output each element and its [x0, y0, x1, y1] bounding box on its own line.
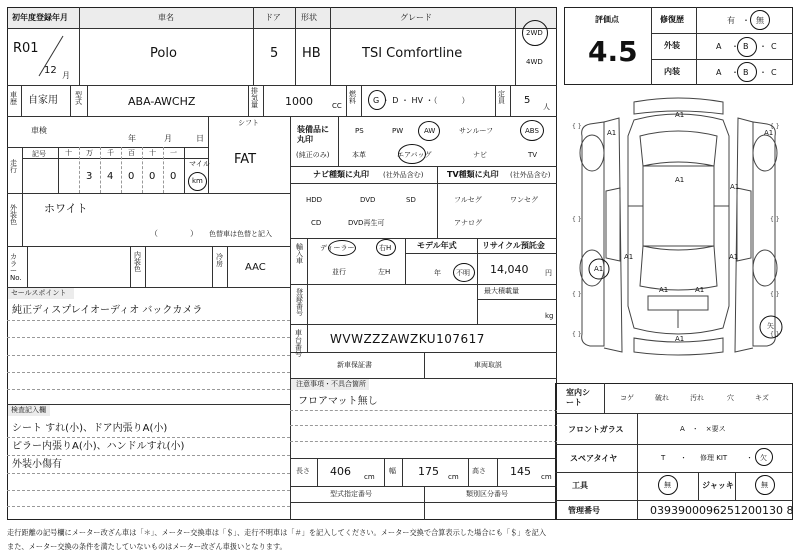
record-label: 記号: [32, 150, 46, 158]
equip-tv: TV: [528, 151, 538, 159]
seat-opt-stain: 汚れ: [690, 394, 704, 402]
equip-airbag: エアバッグ: [397, 151, 432, 159]
color-no-label: カラーNo.: [10, 253, 22, 282]
tv-analog: アナログ: [454, 219, 482, 227]
navi-sd: SD: [406, 196, 416, 204]
spare-sep1: ・: [680, 454, 687, 462]
damage-mark: A1: [624, 253, 634, 261]
chassis-number: WVWZZZAWZKU107617: [330, 332, 485, 346]
tools-value: 無: [664, 481, 671, 489]
drive-4wd: 4WD: [526, 58, 543, 66]
navi-cd: CD: [311, 219, 322, 227]
fuel-label: 燃料: [349, 90, 356, 105]
svg-text:{ }: { }: [770, 331, 780, 338]
equip-aw: AW: [424, 127, 436, 135]
repair-opt-no: 無: [756, 16, 764, 25]
int-opt-c: C: [771, 68, 777, 77]
mileage-digit: 0: [170, 171, 177, 182]
tv-oneseg: ワンセグ: [510, 196, 538, 204]
usage: 自家用: [28, 95, 58, 106]
spare-opt-missing: 欠: [760, 454, 767, 462]
car-name: Polo: [150, 46, 177, 61]
mileage-digit: 0: [128, 171, 135, 182]
int-sep2: ・: [759, 68, 767, 77]
model-year-unknown: 不明: [456, 269, 470, 277]
damage-mark: A1: [764, 129, 774, 137]
ext-opt-c: C: [771, 42, 777, 51]
inspector-line-1: シート すれ(小)、ドア内張りA(小): [12, 423, 168, 434]
seat-opt-hole: 穴: [727, 394, 734, 402]
int-opt-b: B: [743, 68, 749, 77]
capacity: 5: [524, 95, 531, 106]
digit-label-1: 万: [86, 149, 93, 157]
navi-hdd: HDD: [306, 196, 323, 204]
vehicle-damage-diagram: [564, 96, 793, 376]
height-label: 高さ: [472, 467, 486, 475]
repair-opt-yes: 有: [727, 16, 735, 25]
equip-leather: 本革: [352, 151, 366, 159]
damage-mark: A1: [729, 253, 739, 261]
width-value: 175: [418, 465, 439, 478]
exterior-label: 外装: [664, 41, 680, 50]
width-label: 幅: [389, 467, 396, 475]
notes-label: 注意事項・不具合箇所: [296, 380, 366, 388]
equip-pw: PW: [392, 127, 404, 135]
digit-label-3: 百: [128, 149, 135, 157]
ext-opt-b: B: [743, 42, 749, 51]
import-left-h: 左H: [378, 268, 391, 276]
inspector-line-2: ピラー内張りA(小)、ハンドルすれ(小): [12, 441, 185, 452]
navi-dvd-play: DVD再生可: [348, 219, 385, 227]
navi-dvd: DVD: [360, 196, 376, 204]
ext-sep1: ・: [731, 42, 739, 51]
int-opt-a: A: [716, 68, 722, 77]
color-change-note: 色替車は色替と記入: [209, 230, 272, 238]
sales-point-label: セールスポイント: [11, 289, 67, 297]
length-label: 長さ: [296, 467, 310, 475]
model-year-unit: 年: [434, 269, 441, 277]
mileage-digit: 4: [107, 171, 114, 182]
doc-warranty: 新車保証書: [337, 361, 372, 369]
seat-label: 室内シート: [566, 388, 590, 408]
mileage-digit: 0: [149, 171, 156, 182]
mile-label: マイル: [189, 160, 210, 168]
equip-navi: ナビ: [473, 151, 487, 159]
spare-opt-t: T: [661, 454, 666, 462]
inspection-day-unit: 日: [196, 134, 204, 143]
svg-text:{ }: { }: [572, 331, 582, 338]
fuel-options: G ・ D ・ HV ・（ ）: [373, 96, 470, 105]
digit-label-5: 一: [170, 149, 177, 157]
spare-label: スペアタイヤ: [570, 454, 618, 463]
shift-label: シフト: [238, 119, 259, 127]
registration-label: 登録番号: [296, 288, 303, 317]
equipment-sub: (純正のみ): [296, 151, 330, 159]
usage-label: 車歴: [10, 91, 17, 106]
tv-sub: (社外品含む): [510, 171, 551, 179]
seat-opt-burn: コゲ: [620, 394, 634, 402]
height-unit: cm: [541, 473, 552, 481]
color-label: 外装色: [10, 204, 17, 226]
model-designation-label: 型式指定番号: [330, 490, 372, 498]
damage-mark: A1: [675, 111, 685, 119]
grade: TSI Comfortline: [362, 46, 463, 61]
svg-text:{ }: { }: [572, 291, 582, 298]
import-parallel: 並行: [332, 268, 346, 276]
category-number-label: 類別区分番号: [466, 490, 508, 498]
damage-mark-missing: 矢: [767, 322, 774, 330]
repair-opt-sep: ・: [742, 16, 750, 25]
import-right-h: 右H: [379, 244, 392, 252]
max-load-unit: kg: [545, 312, 554, 320]
ac-label: 冷房: [216, 253, 223, 268]
length-unit: cm: [364, 473, 375, 481]
first-reg-month: 12: [44, 65, 57, 76]
svg-text:{ }: { }: [770, 291, 780, 298]
tv-label: TV種類に丸印: [447, 170, 499, 179]
jack-value: 無: [761, 481, 768, 489]
door-label: ドア: [265, 13, 281, 22]
height-value: 145: [510, 465, 531, 478]
glass-options: A ・ ×要ス: [680, 425, 726, 433]
footer-note-2: また、メーター交換の条件を満たしていないものはメーター改ざん車扱いとなります。: [7, 542, 287, 551]
grade-label: グレード: [400, 13, 432, 22]
inspection-month-unit: 月: [164, 134, 172, 143]
displacement-label: 排気量: [251, 87, 258, 109]
spare-sep2: ・: [746, 454, 753, 462]
seat-opt-tear: 破れ: [655, 394, 669, 402]
color-paren: （ ）: [150, 229, 198, 238]
door-count: 5: [270, 46, 279, 61]
equip-abs: ABS: [525, 127, 539, 135]
exterior-color: ホワイト: [44, 202, 88, 215]
equip-sunroof: サンルーフ: [459, 127, 494, 135]
digit-label-4: 十: [149, 149, 156, 157]
damage-mark: A1: [730, 183, 740, 191]
mileage-label: 走行: [10, 159, 17, 174]
glass-label: フロントガラス: [568, 425, 624, 434]
model-year-label: モデル年式: [417, 241, 457, 250]
equip-ps: PS: [355, 127, 364, 135]
damage-mark: A1: [675, 335, 685, 343]
svg-text:{ }: { }: [770, 123, 780, 130]
person-unit: 人: [543, 103, 550, 111]
import-dealer: ディーラー: [320, 244, 355, 252]
tools-label: 工具: [572, 481, 588, 490]
damage-mark: A1: [659, 286, 669, 294]
shape-label: 形状: [301, 13, 317, 22]
svg-text:{ }: { }: [770, 216, 780, 223]
body-shape: HB: [302, 46, 321, 61]
damage-mark: A1: [607, 129, 617, 137]
digit-label-0: 十: [65, 149, 72, 157]
inspection-label: 車検: [31, 126, 47, 135]
spare-opt-kit: 修理 KIT: [700, 454, 728, 462]
model-code: ABA-AWCHZ: [128, 95, 196, 108]
interior-color-label: 内装色: [134, 251, 141, 273]
mgmt-label: 管理番号: [568, 506, 600, 515]
damage-mark: A1: [675, 176, 685, 184]
recycle-label: リサイクル預託金: [482, 241, 545, 250]
inspector-line-3: 外装小傷有: [12, 459, 62, 470]
width-unit: cm: [448, 473, 459, 481]
interior-label: 内装: [664, 67, 680, 76]
mileage-digit: 3: [86, 171, 93, 182]
recycle-unit: 円: [545, 269, 552, 277]
km-label: km: [192, 177, 203, 185]
month-unit: 月: [62, 71, 70, 80]
doc-manual: 車両取説: [474, 361, 502, 369]
model-label: 型式: [75, 91, 82, 106]
damage-mark: A1: [594, 265, 604, 273]
jack-label: ジャッキ: [702, 481, 734, 490]
tv-fullseg: フルセグ: [454, 196, 482, 204]
shift-value: FAT: [234, 152, 257, 167]
first-reg-year: R01: [13, 41, 39, 56]
recycle-value: 14,040: [490, 263, 529, 276]
repair-label: 修復歴: [660, 15, 684, 24]
svg-text:{ }: { }: [572, 123, 582, 130]
length-value: 406: [330, 465, 351, 478]
navi-label: ナビ種類に丸印: [313, 170, 369, 179]
capacity-label: 定員: [498, 90, 505, 105]
max-load-label: 最大積載量: [484, 287, 519, 295]
int-sep1: ・: [731, 68, 739, 77]
drive-2wd: 2WD: [526, 29, 543, 37]
ac-value: AAC: [245, 262, 266, 273]
equipment-label: 装備品に丸印: [297, 125, 329, 144]
svg-text:{ }: { }: [572, 216, 582, 223]
ext-opt-a: A: [716, 42, 722, 51]
import-label: 輸入車: [296, 243, 303, 265]
mgmt-number: 0393900096251200130 8: [650, 504, 794, 517]
car-name-label: 車名: [158, 13, 174, 22]
navi-sub: (社外品含む): [383, 171, 424, 179]
footer-note-1: 走行距離の記号欄にメーター改ざん車は「＊」、メーター交換車は「＄」、走行不明車は「＃」を記入してください。メーター交換で合算表示した場合にも「＄」を記入: [7, 528, 547, 537]
ext-sep2: ・: [759, 42, 767, 51]
inspector-label: 検査記入欄: [11, 406, 46, 414]
digit-label-2: 千: [107, 149, 114, 157]
first-reg-label: 初年度登録年月: [12, 13, 68, 22]
cc-unit: CC: [332, 102, 342, 110]
score-label: 評価点: [595, 15, 619, 24]
chassis-label: 車台番号: [295, 329, 302, 358]
seat-opt-scratch: キズ: [755, 394, 769, 402]
sales-point-text: 純正ディスプレイオーディオ バックカメラ: [12, 305, 203, 316]
damage-mark: A1: [695, 286, 705, 294]
notes-text: フロアマット無し: [298, 396, 378, 407]
inspection-year-unit: 年: [128, 134, 136, 143]
displacement: 1000: [285, 95, 313, 108]
score-value: 4.5: [588, 35, 638, 68]
